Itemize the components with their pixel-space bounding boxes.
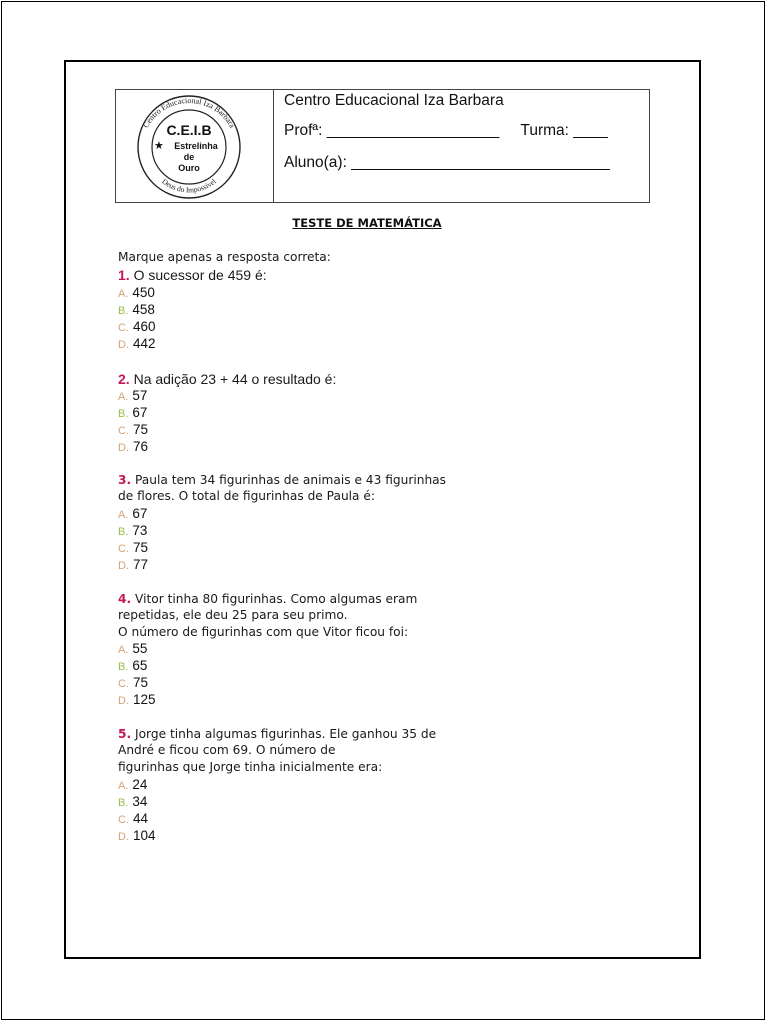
option-value: 77: [133, 557, 149, 572]
question-5-line-2: André e ficou com 69. O número de: [118, 743, 336, 757]
option-letter: D.: [118, 695, 129, 707]
header-divider: [273, 89, 274, 203]
option-value: 460: [133, 319, 156, 334]
option-letter: C.: [118, 425, 129, 437]
option-letter: B.: [118, 408, 129, 420]
option-4c[interactable]: [118, 675, 148, 690]
question-number: 3.: [118, 473, 132, 487]
question-3-line-2: de flores. O total de figurinhas de Paula é:: [118, 489, 376, 503]
option-2c[interactable]: [118, 422, 148, 437]
option-2d[interactable]: [118, 439, 148, 454]
option-value: 458: [132, 302, 155, 317]
option-letter: C.: [118, 814, 129, 826]
option-value: 442: [133, 336, 156, 351]
star-icon: ★: [154, 140, 164, 152]
option-5b[interactable]: [118, 794, 147, 809]
option-letter: D.: [118, 339, 129, 351]
logo-arc-top: Centro Educacional Iza Barbara: [141, 95, 237, 130]
question-text: Vitor tinha 80 figurinhas. Como algumas eram: [135, 592, 418, 606]
option-value: 76: [133, 439, 149, 454]
option-letter: B.: [118, 526, 129, 538]
option-5c[interactable]: [118, 811, 148, 826]
option-4b[interactable]: [118, 658, 147, 673]
option-value: 55: [132, 641, 148, 656]
option-letter: A.: [118, 391, 129, 403]
option-letter: A.: [118, 288, 129, 300]
option-3a[interactable]: [118, 506, 147, 521]
option-letter: D.: [118, 560, 129, 572]
school-name: Centro Educacional Iza Barbara: [284, 92, 504, 109]
option-value: 44: [133, 811, 149, 826]
option-1b[interactable]: [118, 302, 155, 317]
instruction: Marque apenas a resposta correta:: [118, 250, 331, 264]
option-3d[interactable]: [118, 557, 148, 572]
option-letter: D.: [118, 442, 129, 454]
logo-line-1: Estrelinha: [174, 141, 218, 151]
option-value: 73: [132, 523, 148, 538]
option-value: 67: [132, 506, 148, 521]
question-number: 2.: [118, 371, 130, 387]
option-value: 24: [132, 777, 148, 792]
option-letter: A.: [118, 780, 129, 792]
option-letter: B.: [118, 305, 129, 317]
option-1d[interactable]: [118, 336, 156, 351]
option-4d[interactable]: [118, 692, 156, 707]
option-value: 65: [132, 658, 148, 673]
question-number: 1.: [118, 267, 130, 283]
question-number: 5.: [118, 727, 132, 741]
option-2a[interactable]: [118, 388, 147, 403]
logo-line-3: Ouro: [178, 163, 200, 173]
option-1c[interactable]: [118, 319, 156, 334]
question-4-line-3: O número de figurinhas com que Vitor ficou foi:: [118, 625, 409, 639]
question-number: 4.: [118, 592, 132, 606]
option-5d[interactable]: [118, 828, 156, 843]
option-letter: A.: [118, 644, 129, 656]
option-5a[interactable]: [118, 777, 147, 792]
logo-line-2: de: [183, 152, 195, 162]
option-letter: A.: [118, 509, 129, 521]
question-text: Paula tem 34 figurinhas de animais e 43 figurinhas: [135, 473, 446, 487]
logo-arc-bottom: Deus do Impossível: [160, 176, 218, 195]
option-value: 67: [132, 405, 148, 420]
option-3b[interactable]: [118, 523, 147, 538]
option-letter: B.: [118, 661, 129, 673]
student-name-line: Aluno(a): ______________________________: [284, 154, 610, 171]
question-text: Jorge tinha algumas figurinhas. Ele ganhou 35 de: [135, 727, 437, 741]
option-4a[interactable]: [118, 641, 147, 656]
option-letter: C.: [118, 543, 129, 555]
option-value: 75: [133, 422, 149, 437]
question-text: Na adição 23 + 44 o resultado é:: [133, 371, 337, 387]
option-letter: B.: [118, 797, 129, 809]
option-value: 450: [132, 285, 155, 300]
option-letter: D.: [118, 831, 129, 843]
question-5: [118, 727, 436, 741]
option-1a[interactable]: [118, 285, 155, 300]
school-logo: [124, 94, 254, 200]
option-value: 57: [132, 388, 148, 403]
option-value: 125: [133, 692, 156, 707]
question-4: [118, 592, 417, 606]
option-2b[interactable]: [118, 405, 147, 420]
svg-text:Deus do Impossível: [160, 177, 217, 195]
option-value: 75: [133, 540, 149, 555]
option-value: 104: [133, 828, 156, 843]
question-4-line-2: repetidas, ele deu 25 para seu primo.: [118, 608, 348, 622]
question-3: [118, 473, 446, 487]
option-letter: C.: [118, 322, 129, 334]
teacher-class-line: Profª: ____________________ Turma: ____: [284, 122, 608, 139]
question-1: [118, 267, 267, 283]
question-2: [118, 371, 336, 387]
option-letter: C.: [118, 678, 129, 690]
question-5-line-3: figurinhas que Jorge tinha inicialmente era:: [118, 760, 383, 774]
option-3c[interactable]: [118, 540, 148, 555]
question-text: O sucessor de 459 é:: [133, 267, 267, 283]
option-value: 75: [133, 675, 149, 690]
test-title: TESTE DE MATEMÁTICA: [292, 216, 442, 230]
logo-initials: C.E.I.B: [166, 122, 212, 138]
option-value: 34: [132, 794, 148, 809]
